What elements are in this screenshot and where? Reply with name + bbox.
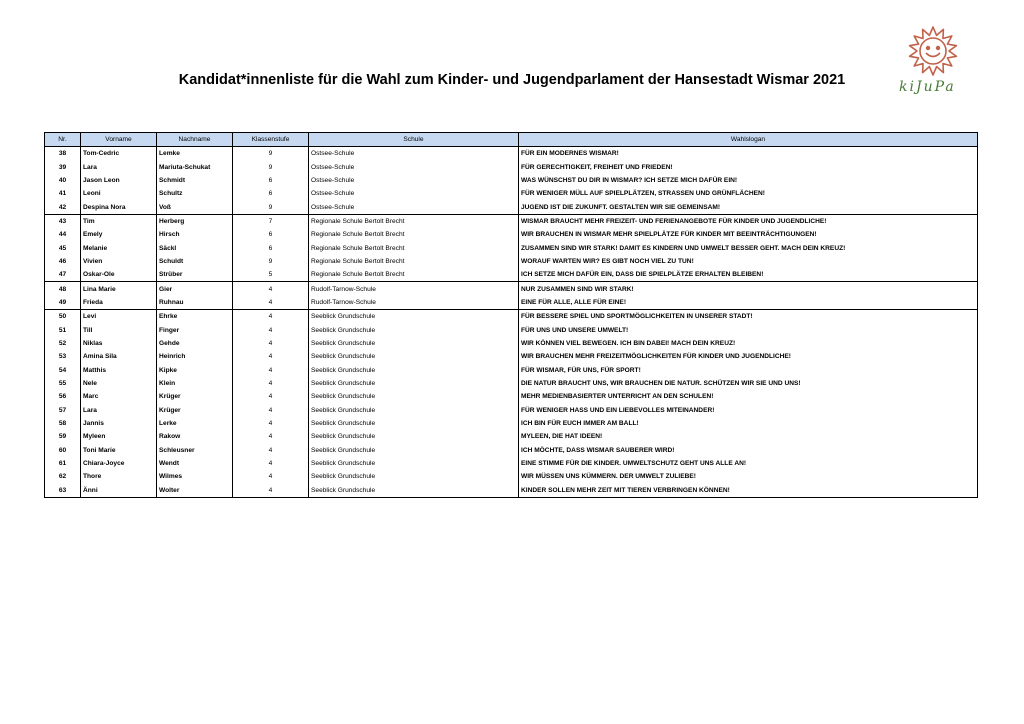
table-row — [45, 255, 978, 268]
cell-schule: Seeblick Grundschule — [309, 444, 519, 457]
cell-nr: 61 — [45, 457, 81, 470]
cell-nachname: Mariuta-Schukat — [157, 160, 233, 173]
table-row — [45, 174, 978, 187]
cell-vorname: Änni — [81, 484, 157, 498]
table-row — [45, 323, 978, 336]
cell-vorname: Myleen — [81, 430, 157, 443]
cell-schule: Seeblick Grundschule — [309, 337, 519, 350]
table-body — [45, 147, 978, 498]
cell-vorname: Lina Marie — [81, 282, 157, 296]
candidate-table — [44, 132, 978, 498]
cell-schule: Ostsee-Schule — [309, 160, 519, 173]
cell-klassenstufe: 4 — [233, 470, 309, 483]
table-row — [45, 444, 978, 457]
cell-schule: Rudolf-Tarnow-Schule — [309, 282, 519, 296]
cell-wahlslogan: WIR BRAUCHEN IN WISMAR MEHR SPIELPLÄTZE FÜR KINDER MIT BEEINTRÄCHTIGUNGEN! — [519, 228, 978, 241]
cell-wahlslogan: WIR MÜSSEN UNS KÜMMERN. DER UMWELT ZULIEBE! — [519, 470, 978, 483]
cell-schule: Seeblick Grundschule — [309, 377, 519, 390]
cell-wahlslogan: WAS WÜNSCHST DU DIR IN WISMAR? ICH SETZE MICH DAFÜR EIN! — [519, 174, 978, 187]
cell-wahlslogan: ICH SETZE MICH DAFÜR EIN, DASS DIE SPIELPLÄTZE ERHALTEN BLEIBEN! — [519, 268, 978, 282]
cell-vorname: Tim — [81, 214, 157, 228]
cell-klassenstufe: 4 — [233, 417, 309, 430]
cell-wahlslogan: FÜR WISMAR, FÜR UNS, FÜR SPORT! — [519, 364, 978, 377]
header-schule: Schule — [309, 133, 519, 147]
cell-nachname: Krüger — [157, 390, 233, 403]
page-title: Kandidat*innenliste für die Wahl zum Kinder- und Jugendparlament der Hansestadt Wismar 2021 — [178, 72, 846, 88]
table-row — [45, 417, 978, 430]
cell-nr: 50 — [45, 310, 81, 324]
table-row — [45, 147, 978, 161]
table-row — [45, 160, 978, 173]
cell-schule: Seeblick Grundschule — [309, 457, 519, 470]
cell-schule: Seeblick Grundschule — [309, 310, 519, 324]
cell-schule: Ostsee-Schule — [309, 174, 519, 187]
cell-schule: Regionale Schule Bertolt Brecht — [309, 241, 519, 254]
cell-klassenstufe: 4 — [233, 296, 309, 310]
cell-wahlslogan: FÜR UNS UND UNSERE UMWELT! — [519, 323, 978, 336]
cell-nachname: Schuldt — [157, 255, 233, 268]
cell-nachname: Lemke — [157, 147, 233, 161]
cell-nr: 40 — [45, 174, 81, 187]
cell-schule: Ostsee-Schule — [309, 187, 519, 200]
cell-schule: Seeblick Grundschule — [309, 350, 519, 363]
cell-klassenstufe: 4 — [233, 457, 309, 470]
table-row — [45, 310, 978, 324]
cell-nachname: Herberg — [157, 214, 233, 228]
cell-wahlslogan: WISMAR BRAUCHT MEHR FREIZEIT- UND FERIENANGEBOTE FÜR KINDER UND JUGENDLICHE! — [519, 214, 978, 228]
cell-vorname: Jannis — [81, 417, 157, 430]
table-row — [45, 241, 978, 254]
cell-wahlslogan: FÜR EIN MODERNES WISMAR! — [519, 147, 978, 161]
cell-nr: 42 — [45, 200, 81, 214]
cell-klassenstufe: 5 — [233, 268, 309, 282]
table-row — [45, 470, 978, 483]
cell-vorname: Nele — [81, 377, 157, 390]
cell-nachname: Wolter — [157, 484, 233, 498]
header-wahlslogan: Wahlslogan — [519, 133, 978, 147]
cell-nachname: Strüber — [157, 268, 233, 282]
cell-wahlslogan: WORAUF WARTEN WIR? ES GIBT NOCH VIEL ZU TUN! — [519, 255, 978, 268]
cell-nr: 58 — [45, 417, 81, 430]
cell-vorname: Toni Marie — [81, 444, 157, 457]
cell-klassenstufe: 4 — [233, 377, 309, 390]
cell-vorname: Jason Leon — [81, 174, 157, 187]
cell-vorname: Lara — [81, 160, 157, 173]
cell-nachname: Schultz — [157, 187, 233, 200]
cell-nachname: Finger — [157, 323, 233, 336]
cell-nr: 48 — [45, 282, 81, 296]
cell-vorname: Melanie — [81, 241, 157, 254]
cell-klassenstufe: 6 — [233, 187, 309, 200]
cell-nachname: Krüger — [157, 404, 233, 417]
cell-nr: 39 — [45, 160, 81, 173]
cell-schule: Seeblick Grundschule — [309, 430, 519, 443]
cell-klassenstufe: 4 — [233, 337, 309, 350]
cell-schule: Seeblick Grundschule — [309, 364, 519, 377]
table-header-row — [45, 133, 978, 147]
cell-vorname: Amina Sila — [81, 350, 157, 363]
cell-nr: 47 — [45, 268, 81, 282]
cell-nr: 41 — [45, 187, 81, 200]
cell-wahlslogan: WIR KÖNNEN VIEL BEWEGEN. ICH BIN DABEI! MACH DEIN KREUZ! — [519, 337, 978, 350]
cell-klassenstufe: 4 — [233, 404, 309, 417]
table-row — [45, 364, 978, 377]
cell-wahlslogan: KINDER SOLLEN MEHR ZEIT MIT TIEREN VERBRINGEN KÖNNEN! — [519, 484, 978, 498]
cell-nr: 44 — [45, 228, 81, 241]
cell-klassenstufe: 4 — [233, 390, 309, 403]
table-row — [45, 430, 978, 443]
table-row — [45, 404, 978, 417]
table-row — [45, 390, 978, 403]
cell-klassenstufe: 9 — [233, 255, 309, 268]
cell-klassenstufe: 4 — [233, 444, 309, 457]
cell-klassenstufe: 4 — [233, 282, 309, 296]
cell-nachname: Voß — [157, 200, 233, 214]
cell-nr: 54 — [45, 364, 81, 377]
cell-nachname: Lerke — [157, 417, 233, 430]
cell-schule: Regionale Schule Bertolt Brecht — [309, 268, 519, 282]
cell-wahlslogan: EINE FÜR ALLE, ALLE FÜR EINE! — [519, 296, 978, 310]
cell-vorname: Chiara-Joyce — [81, 457, 157, 470]
cell-nr: 51 — [45, 323, 81, 336]
cell-schule: Seeblick Grundschule — [309, 470, 519, 483]
cell-nr: 56 — [45, 390, 81, 403]
table-row — [45, 228, 978, 241]
cell-vorname: Leoni — [81, 187, 157, 200]
cell-vorname: Till — [81, 323, 157, 336]
cell-klassenstufe: 4 — [233, 310, 309, 324]
cell-vorname: Frieda — [81, 296, 157, 310]
header-klassenstufe: Klassenstufe — [233, 133, 309, 147]
cell-schule: Regionale Schule Bertolt Brecht — [309, 228, 519, 241]
cell-nachname: Wendt — [157, 457, 233, 470]
cell-klassenstufe: 9 — [233, 160, 309, 173]
table-row — [45, 377, 978, 390]
cell-klassenstufe: 9 — [233, 147, 309, 161]
cell-vorname: Matthis — [81, 364, 157, 377]
table-row — [45, 337, 978, 350]
cell-vorname: Marc — [81, 390, 157, 403]
cell-schule: Regionale Schule Bertolt Brecht — [309, 214, 519, 228]
cell-nachname: Ehrke — [157, 310, 233, 324]
cell-wahlslogan: FÜR WENIGER MÜLL AUF SPIELPLÄTZEN, STRASSEN UND GRÜNFLÄCHEN! — [519, 187, 978, 200]
cell-klassenstufe: 4 — [233, 364, 309, 377]
header-nachname: Nachname — [157, 133, 233, 147]
cell-nachname: Klein — [157, 377, 233, 390]
table-row — [45, 268, 978, 282]
cell-nr: 52 — [45, 337, 81, 350]
cell-wahlslogan: WIR BRAUCHEN MEHR FREIZEITMÖGLICHKEITEN FÜR KINDER UND JUGENDLICHE! — [519, 350, 978, 363]
cell-vorname: Vivien — [81, 255, 157, 268]
table-row — [45, 187, 978, 200]
cell-nr: 60 — [45, 444, 81, 457]
table-row — [45, 350, 978, 363]
cell-schule: Seeblick Grundschule — [309, 390, 519, 403]
kijupa-logo — [895, 20, 985, 98]
cell-nachname: Schmidt — [157, 174, 233, 187]
cell-nr: 62 — [45, 470, 81, 483]
cell-klassenstufe: 6 — [233, 228, 309, 241]
table-row — [45, 214, 978, 228]
cell-nr: 59 — [45, 430, 81, 443]
cell-klassenstufe: 4 — [233, 350, 309, 363]
cell-klassenstufe: 4 — [233, 323, 309, 336]
cell-wahlslogan: FÜR GERECHTIGKEIT, FREIHEIT UND FRIEDEN! — [519, 160, 978, 173]
cell-schule: Ostsee-Schule — [309, 200, 519, 214]
cell-nachname: Gehde — [157, 337, 233, 350]
cell-nachname: Gier — [157, 282, 233, 296]
cell-nr: 38 — [45, 147, 81, 161]
cell-wahlslogan: FÜR BESSERE SPIEL UND SPORTMÖGLICHKEITEN IN UNSERER STADT! — [519, 310, 978, 324]
cell-vorname: Niklas — [81, 337, 157, 350]
cell-wahlslogan: FÜR WENIGER HASS UND EIN LIEBEVOLLES MITEINANDER! — [519, 404, 978, 417]
cell-nr: 43 — [45, 214, 81, 228]
cell-nachname: Rakow — [157, 430, 233, 443]
table-row — [45, 457, 978, 470]
cell-wahlslogan: ICH BIN FÜR EUCH IMMER AM BALL! — [519, 417, 978, 430]
cell-vorname: Lara — [81, 404, 157, 417]
cell-schule: Rudolf-Tarnow-Schule — [309, 296, 519, 310]
cell-schule: Seeblick Grundschule — [309, 417, 519, 430]
cell-wahlslogan: ZUSAMMEN SIND WIR STARK! DAMIT ES KINDERN UND UMWELT BESSER GEHT. MACH DEIN KREUZ! — [519, 241, 978, 254]
cell-wahlslogan: ICH MÖCHTE, DASS WISMAR SAUBERER WIRD! — [519, 444, 978, 457]
cell-nachname: Säckl — [157, 241, 233, 254]
cell-nr: 57 — [45, 404, 81, 417]
cell-wahlslogan: EINE STIMME FÜR DIE KINDER. UMWELTSCHUTZ GEHT UNS ALLE AN! — [519, 457, 978, 470]
cell-nr: 46 — [45, 255, 81, 268]
cell-nr: 63 — [45, 484, 81, 498]
cell-nachname: Heinrich — [157, 350, 233, 363]
cell-vorname: Oskar-Ole — [81, 268, 157, 282]
cell-wahlslogan: JUGEND IST DIE ZUKUNFT. GESTALTEN WIR SIE GEMEINSAM! — [519, 200, 978, 214]
cell-wahlslogan: MYLEEN, DIE HAT IDEEN! — [519, 430, 978, 443]
cell-nachname: Schleusner — [157, 444, 233, 457]
cell-nr: 45 — [45, 241, 81, 254]
cell-klassenstufe: 7 — [233, 214, 309, 228]
cell-nachname: Hirsch — [157, 228, 233, 241]
header-vorname: Vorname — [81, 133, 157, 147]
smiling-sun-icon — [895, 20, 985, 98]
cell-vorname: Emely — [81, 228, 157, 241]
cell-nachname: Wilmes — [157, 470, 233, 483]
cell-nr: 55 — [45, 377, 81, 390]
cell-klassenstufe: 6 — [233, 241, 309, 254]
cell-schule: Ostsee-Schule — [309, 147, 519, 161]
cell-schule: Seeblick Grundschule — [309, 484, 519, 498]
cell-klassenstufe: 4 — [233, 430, 309, 443]
cell-vorname: Despina Nora — [81, 200, 157, 214]
table-row — [45, 296, 978, 310]
logo-text: kiJuPa — [899, 79, 956, 95]
cell-schule: Seeblick Grundschule — [309, 404, 519, 417]
cell-wahlslogan: MEHR MEDIENBASIERTER UNTERRICHT AN DEN SCHULEN! — [519, 390, 978, 403]
cell-klassenstufe: 9 — [233, 200, 309, 214]
cell-vorname: Levi — [81, 310, 157, 324]
table-row — [45, 282, 978, 296]
cell-schule: Regionale Schule Bertolt Brecht — [309, 255, 519, 268]
cell-klassenstufe: 4 — [233, 484, 309, 498]
cell-wahlslogan: DIE NATUR BRAUCHT UNS, WIR BRAUCHEN DIE NATUR. SCHÜTZEN WIR SIE UND UNS! — [519, 377, 978, 390]
header-nr: Nr. — [45, 133, 81, 147]
cell-wahlslogan: NUR ZUSAMMEN SIND WIR STARK! — [519, 282, 978, 296]
cell-nachname: Ruhnau — [157, 296, 233, 310]
cell-vorname: Thore — [81, 470, 157, 483]
cell-schule: Seeblick Grundschule — [309, 323, 519, 336]
cell-nachname: Kipke — [157, 364, 233, 377]
cell-vorname: Tom-Cedric — [81, 147, 157, 161]
cell-nr: 53 — [45, 350, 81, 363]
table-row — [45, 200, 978, 214]
cell-nr: 49 — [45, 296, 81, 310]
cell-klassenstufe: 6 — [233, 174, 309, 187]
table-row — [45, 484, 978, 498]
